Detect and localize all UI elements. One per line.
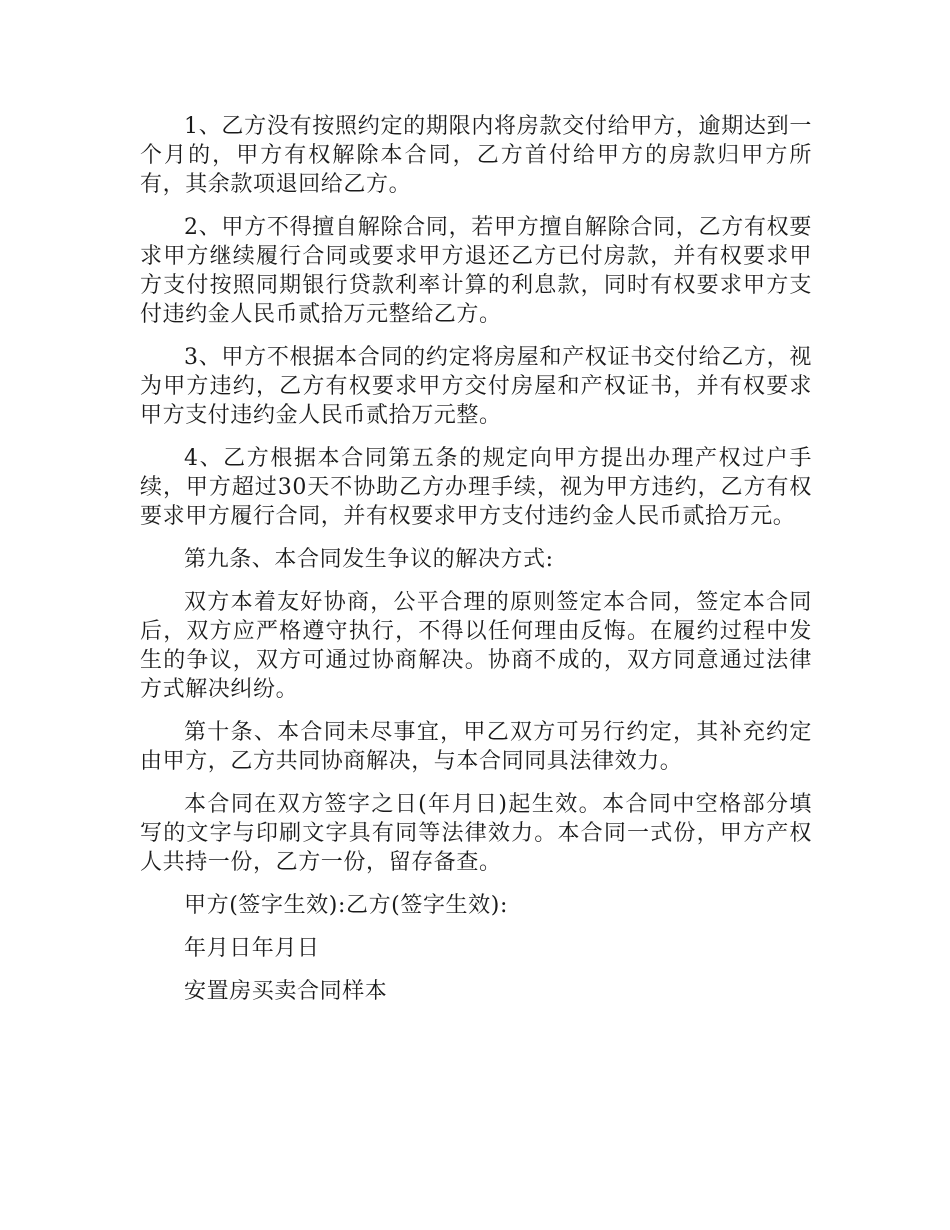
clause-breach-3: 3、甲方不根据本合同的约定将房屋和产权证书交付给乙方，视为甲方违约，乙方有权要求甲方交付房屋和产权证书，并有权要求甲方支付违约金人民币贰拾万元整。 xyxy=(140,345,812,428)
document-footer-title: 安置房买卖合同样本 xyxy=(184,979,388,1004)
article-9-heading: 第九条、本合同发生争议的解决方式: xyxy=(184,547,554,572)
date-line: 年月日年月日 xyxy=(184,936,320,961)
article-10: 第十条、本合同未尽事宜，甲乙双方可另行约定，其补充约定由甲方，乙方共同协商解决，与本合同同具法律效力。 xyxy=(140,720,812,774)
signature-line: 甲方(签字生效):乙方(签字生效): xyxy=(184,893,508,918)
effective-clause: 本合同在双方签字之日(年月日)起生效。本合同中空格部分填写的文字与印刷文字具有同等法律效力。本合同一式份，甲方产权人共持一份，乙方一份，留存备查。 xyxy=(140,792,812,875)
article-9-body: 双方本着友好协商，公平合理的原则签定本合同，签定本合同后，双方应严格遵守执行，不得以任何理由反悔。在履约过程中发生的争议，双方可通过协商解决。协商不成的，双方同意通过法律方式解决纠纷。 xyxy=(140,590,812,702)
clause-breach-2: 2、甲方不得擅自解除合同，若甲方擅自解除合同，乙方有权要求甲方继续履行合同或要求甲方退还乙方已付房款，并有权要求甲方支付按照同期银行贷款利率计算的利息款，同时有权要求甲方支付违约金人民币贰拾万元整给乙方。 xyxy=(140,215,812,327)
document-page xyxy=(140,112,812,1020)
clause-breach-1: 1、乙方没有按照约定的期限内将房款交付给甲方，逾期达到一个月的，甲方有权解除本合同，乙方首付给甲方的房款归甲方所有，其余款项退回给乙方。 xyxy=(140,114,812,197)
clause-breach-4: 4、乙方根据本合同第五条的规定向甲方提出办理产权过户手续，甲方超过30天不协助乙方办理手续，视为甲方违约，乙方有权要求甲方履行合同，并有权要求甲方支付违约金人民币贰拾万元。 xyxy=(140,446,812,529)
